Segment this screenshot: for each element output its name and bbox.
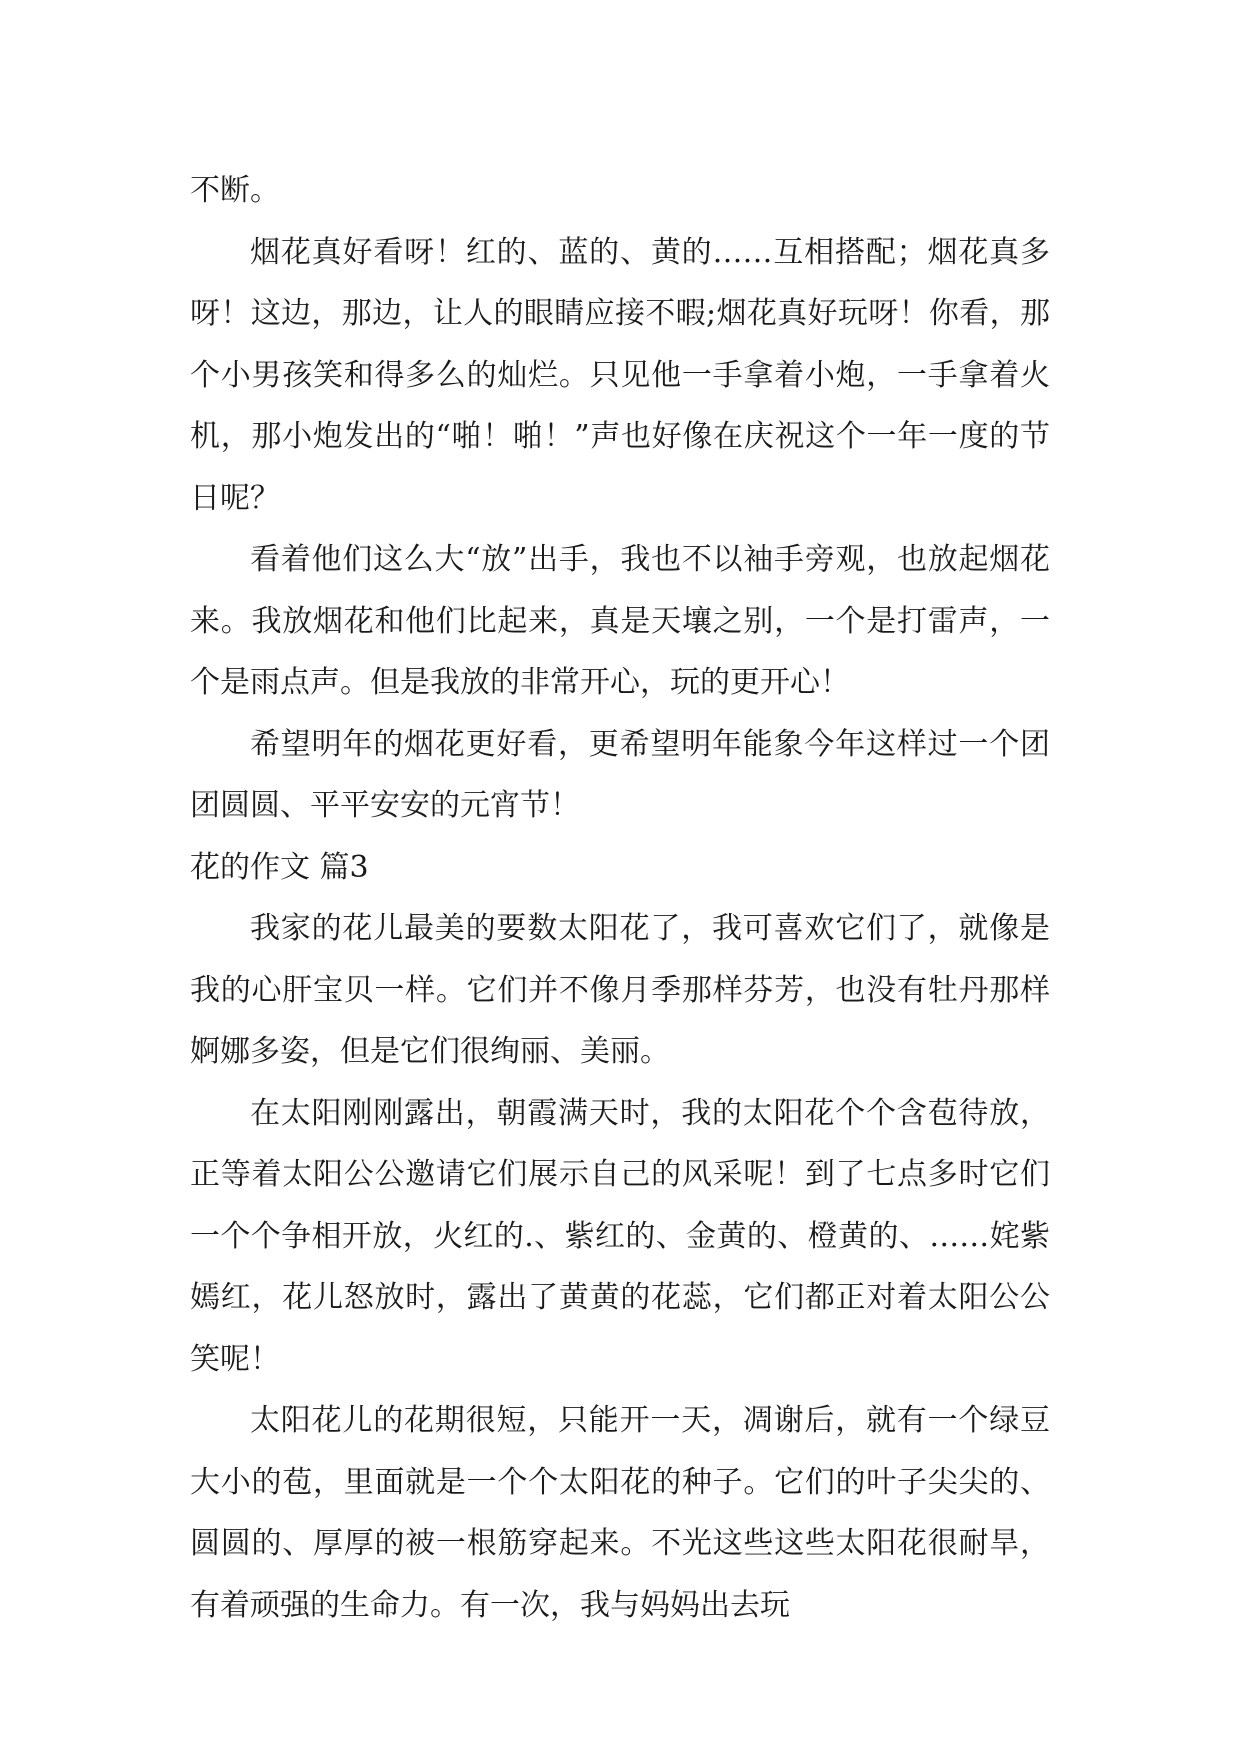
paragraph-lantern-festival-wish: 希望明年的烟花更好看，更希望明年能象今年这样过一个团团圆圆、平平安安的元宵节！ xyxy=(190,726,1050,823)
paragraph-sun-flower-blooming: 在太阳刚刚露出，朝霞满天时，我的太阳花个个含苞待放，正等着太阳公公邀请它们展示自己的风采呢！到了七点多时它们一个个争相开放，火红的.、紫红的、金黄的、橙黄的、……姹紫嫣红，花儿怒放时，露出了黄黄的花蕊，它们都正对着太阳公公笑呢！ xyxy=(190,1095,1050,1377)
paragraph-setting-off-fireworks: 看着他们这么大“放”出手，我也不以袖手旁观，也放起烟花来。我放烟花和他们比起来，真是天壤之别，一个是打雷声，一个是雨点声。但是我放的非常开心，玩的更开心！ xyxy=(190,542,1050,700)
paragraph-continuation: 不断。 xyxy=(190,173,280,208)
document-body xyxy=(190,160,1050,1636)
section-heading: 花的作文 篇3 xyxy=(190,849,369,885)
paragraph-sun-flower-intro: 我家的花儿最美的要数太阳花了，我可喜欢它们了，就像是我的心肝宝贝一样。它们并不像月季那样芬芳，也没有牡丹那样婀娜多姿，但是它们很绚丽、美丽。 xyxy=(190,911,1050,1069)
paragraph-fireworks-colors: 烟花真好看呀！红的、蓝的、黄的……互相搭配；烟花真多呀！这边，那边，让人的眼睛应接不暇;烟花真好玩呀！你看，那个小男孩笑和得多么的灿烂。只见他一手拿着小炮，一手拿着火机，那小炮发出的“啪！啪！”声也好像在庆祝这个一年一度的节日呢？ xyxy=(190,234,1050,516)
paragraph-sun-flower-seeds: 太阳花儿的花期很短，只能开一天，凋谢后，就有一个绿豆大小的苞，里面就是一个个太阳花的种子。它们的叶子尖尖的、圆圆的、厚厚的被一根筋穿起来。不光这些这些太阳花很耐旱，有着顽强的生命力。有一次，我与妈妈出去玩 xyxy=(190,1403,1050,1623)
